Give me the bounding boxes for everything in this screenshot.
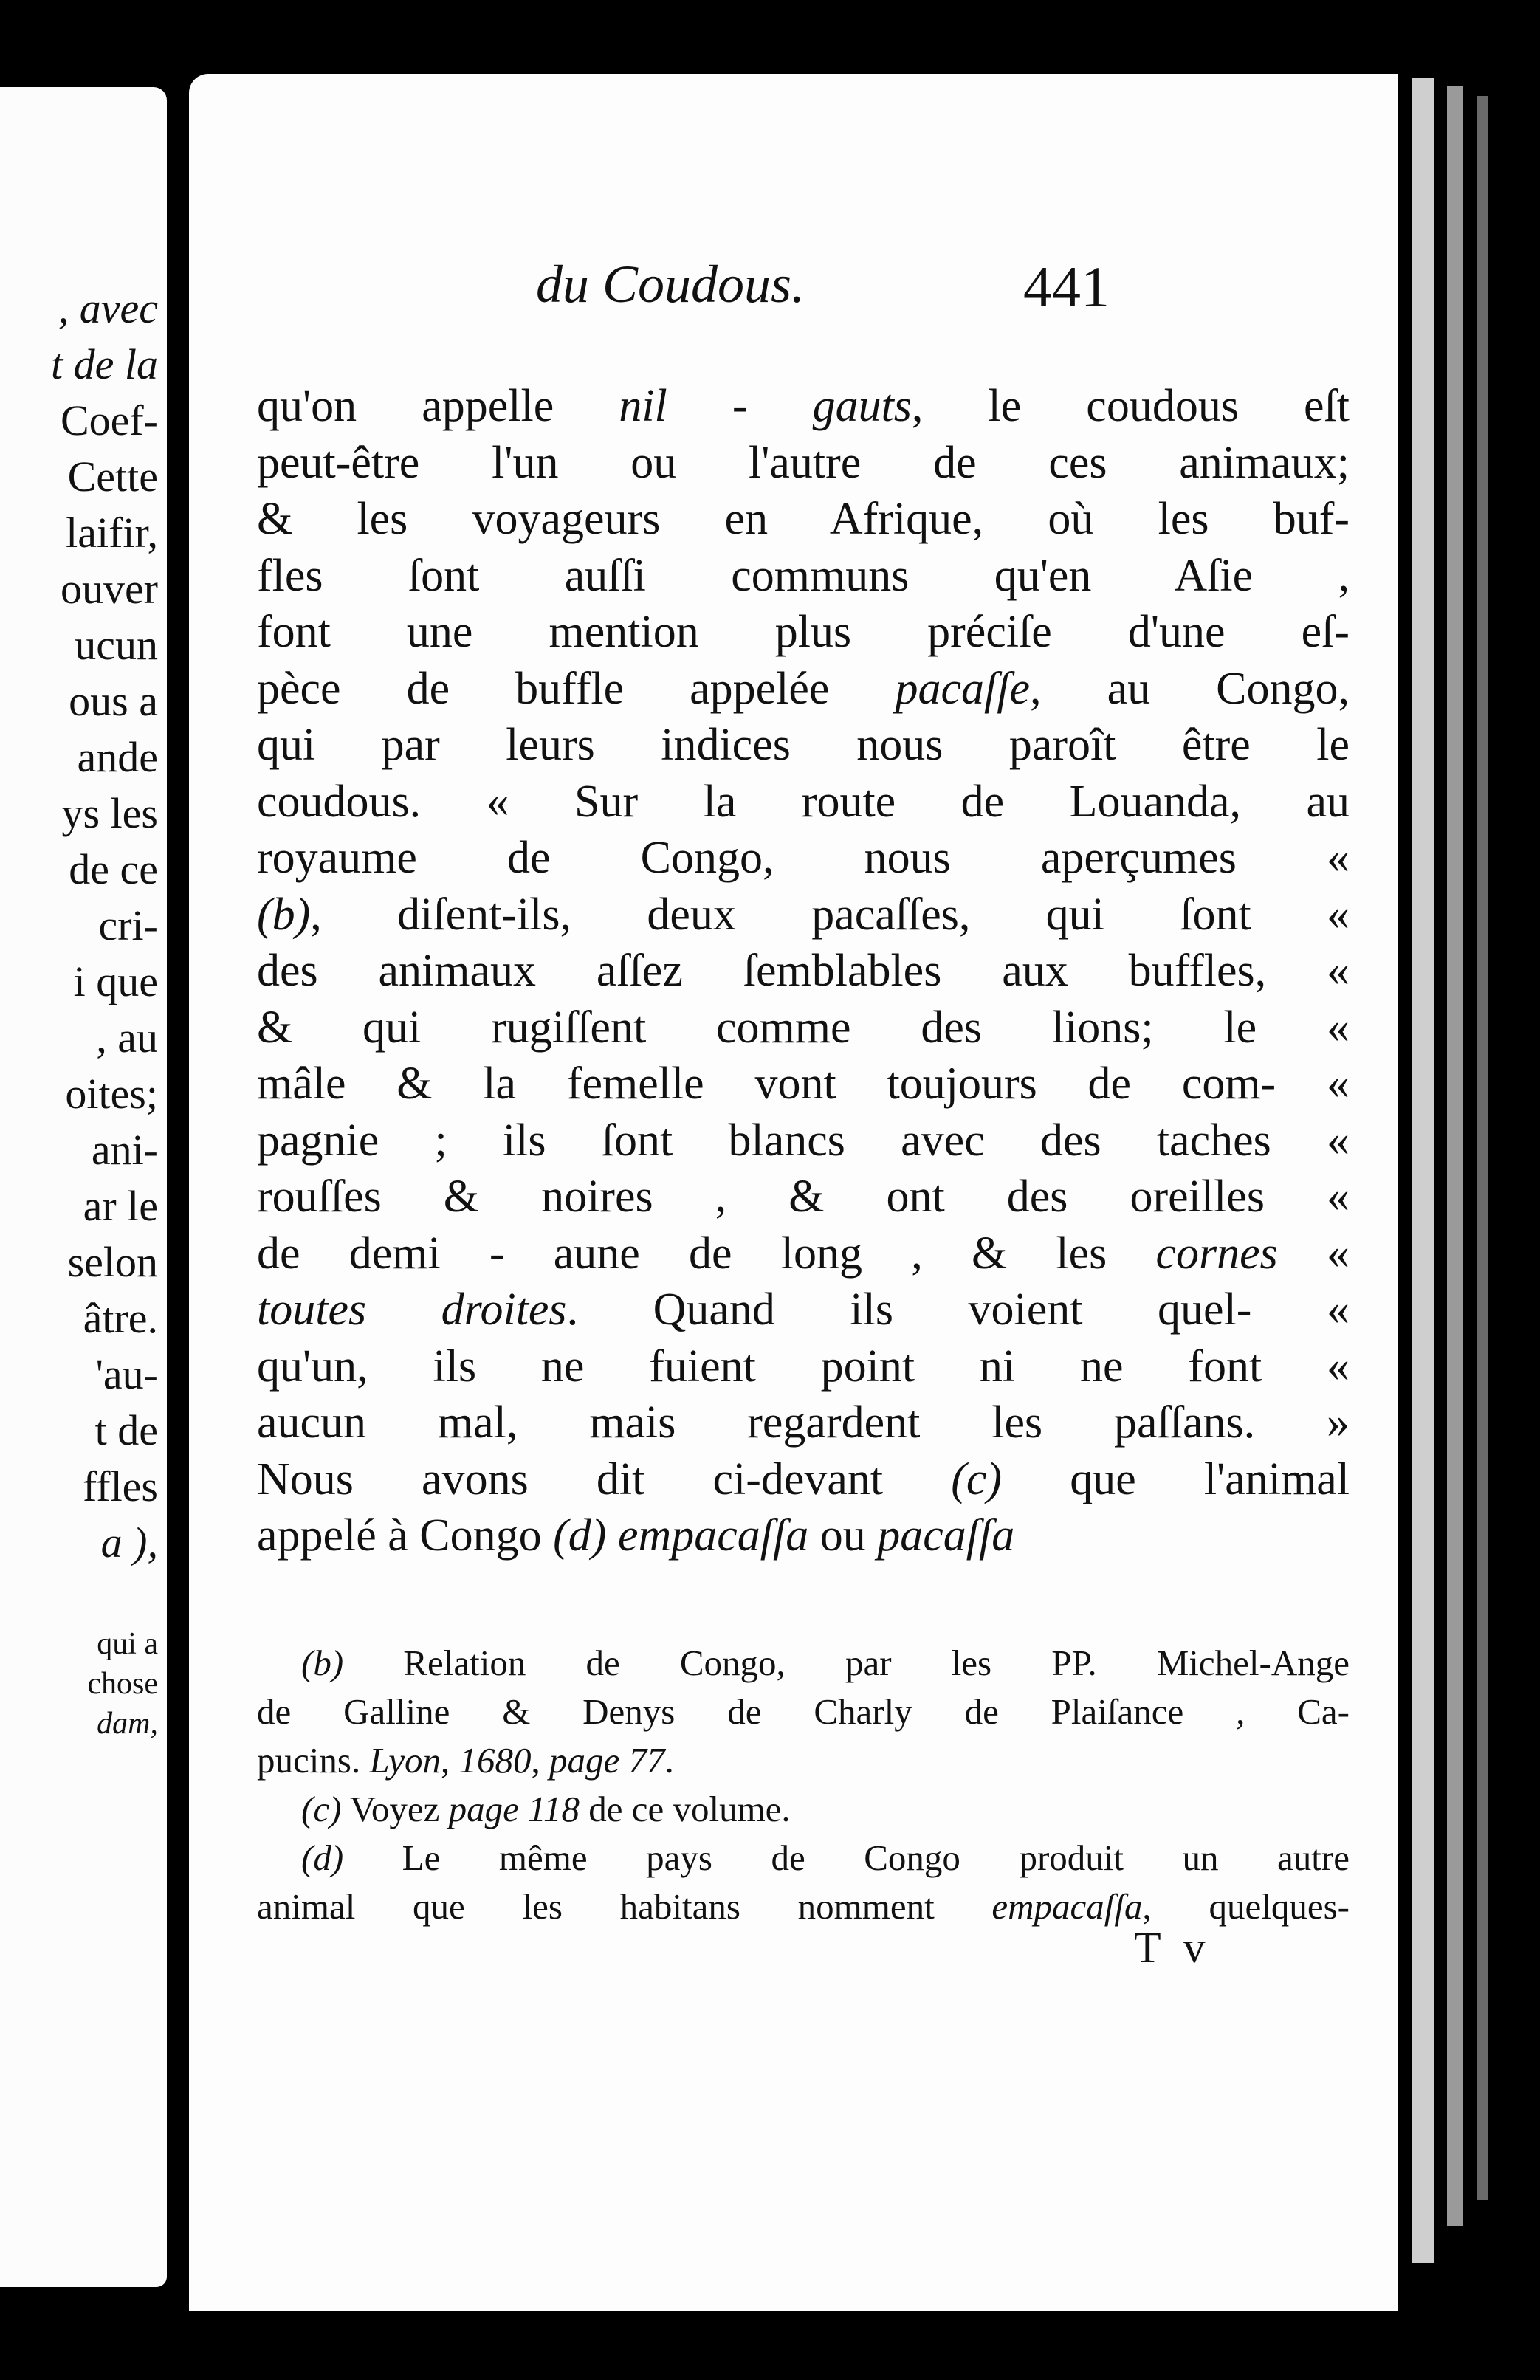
left-page-line: Coef- — [60, 396, 158, 444]
left-page-line: oites; — [65, 1070, 158, 1118]
left-page-line: ous a — [69, 677, 158, 725]
left-page-line: ouver — [60, 565, 158, 613]
footnote-line: (d) Le même pays de Congo produit un autre — [301, 1837, 1350, 1878]
left-page-line: ys les — [61, 789, 158, 837]
body-line: appelé à Congo (d) empacaſſa ou pacaſſa — [257, 1510, 1015, 1561]
body-line: pèce de buffle appelée pacaſſe, au Congo, — [257, 663, 1350, 714]
left-page-line: ffles — [82, 1462, 158, 1510]
left-page-line: ande — [77, 733, 158, 781]
body-line: font une mention plus préciſe d'une eſ- — [257, 607, 1350, 657]
body-text — [257, 378, 1350, 1564]
body-line: qui par leurs indices nous paroît être le — [257, 720, 1350, 770]
footnote-line: de Galline & Denys de Charly de Plaiſance , Ca- — [257, 1691, 1350, 1732]
page-header — [189, 236, 1398, 317]
left-page-line: , au — [96, 1014, 158, 1062]
left-page-notes — [0, 1624, 158, 1744]
body-line: mâle & la femelle vont toujours de com- « — [257, 1059, 1350, 1109]
left-page-line: âtre. — [83, 1294, 158, 1342]
left-page-line: laifir, — [66, 509, 158, 557]
page-edges — [1477, 96, 1488, 2200]
body-line: coudous. « Sur la route de Louanda, au — [257, 776, 1350, 827]
right-page — [189, 74, 1398, 2311]
left-page-line: selon — [67, 1238, 158, 1286]
body-line: de demi - aune de long , & les cornes « — [257, 1228, 1350, 1279]
footnote-line: animal que les habitans nomment empacaſſa, quelques- — [257, 1886, 1350, 1927]
left-page-text — [0, 281, 158, 1571]
body-line: peut-être l'un ou l'autre de ces animaux; — [257, 437, 1350, 488]
left-page-line: cri- — [98, 901, 158, 949]
body-line: & qui rugiſſent comme des lions; le « — [257, 1002, 1350, 1053]
footnote-line: (c) Voyez page 118 de ce volume. — [301, 1789, 791, 1829]
left-page-note-line: dam, — [97, 1707, 158, 1741]
left-page-line: t de — [94, 1406, 158, 1454]
body-line: royaume de Congo, nous aperçumes « — [257, 833, 1350, 883]
left-page-line: , avec — [58, 284, 158, 332]
left-page-line: de ce — [69, 845, 158, 893]
left-page-line: ucun — [75, 621, 158, 669]
footnote-line: pucins. Lyon, 1680, page 77. — [257, 1740, 674, 1781]
body-line: Nous avons dit ci-devant (c) que l'animal — [257, 1454, 1350, 1504]
left-page-line: i que — [73, 957, 158, 1005]
body-line: pagnie ; ils ſont blancs avec des taches « — [257, 1115, 1350, 1166]
page-edges — [1447, 86, 1463, 2226]
left-page-line: ar le — [83, 1182, 158, 1230]
body-line: rouſſes & noires , & ont des oreilles « — [257, 1172, 1350, 1222]
body-line: fles ſont auſſi communs qu'en Aſie , — [257, 550, 1350, 601]
body-line: (b), diſent-ils, deux pacaſſes, qui ſont « — [257, 889, 1350, 940]
footnote-line: (b) Relation de Congo, par les PP. Michel-Ange — [301, 1643, 1350, 1683]
body-line: toutes droites. Quand ils voient quel- « — [257, 1284, 1350, 1335]
left-page — [0, 87, 167, 2287]
body-line: aucun mal, mais regardent les paſſans. » — [257, 1397, 1350, 1448]
left-page-line: t de la — [51, 340, 158, 388]
body-line: qu'un, ils ne fuient point ni ne font « — [257, 1341, 1350, 1392]
page-number: 441 — [1023, 255, 1110, 319]
body-line: des animaux aſſez ſemblables aux buffles, « — [257, 946, 1350, 996]
left-page-note-line: chose — [87, 1667, 158, 1701]
signature-mark: T v — [1134, 1923, 1211, 1972]
body-line: & les voyageurs en Afrique, où les buf- — [257, 494, 1350, 544]
left-page-line: Cette — [67, 453, 158, 501]
page-edges — [1412, 78, 1434, 2263]
left-page-line: a ), — [100, 1519, 158, 1566]
left-page-note-line: qui a — [97, 1627, 158, 1661]
body-line: qu'on appelle nil - gauts, le coudous eſt — [257, 381, 1350, 431]
left-page-line: ani- — [91, 1126, 158, 1174]
left-page-line: 'au- — [95, 1350, 158, 1398]
running-head: du Coudous. — [536, 255, 805, 314]
footnotes — [257, 1639, 1350, 1931]
